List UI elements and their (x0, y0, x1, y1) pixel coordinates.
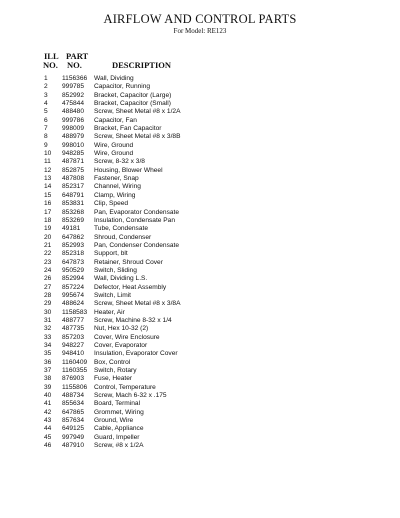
page-title: AIRFLOW AND CONTROL PARTS (103, 12, 297, 26)
part-description: Defector, Heat Assembly (94, 283, 167, 291)
ill-number: 13 (44, 175, 52, 183)
ill-number: 6 (44, 116, 48, 124)
list-item (0, 117, 400, 125)
list-item (0, 242, 400, 250)
part-number: 998010 (62, 141, 85, 149)
part-description: Fuse, Heater (94, 375, 133, 383)
part-description: Wall, Dividing L.S. (94, 275, 148, 283)
part-number: 999785 (62, 83, 85, 91)
part-number: 852994 (62, 275, 85, 283)
ill-header-line1: ILL (44, 51, 59, 61)
list-item (0, 400, 400, 408)
ill-number: 16 (44, 200, 52, 208)
part-description: Guard, Impeller (94, 433, 140, 441)
part-description: Grommet, Wiring (94, 408, 144, 416)
part-description: Capacitor, Running (94, 83, 151, 91)
part-description: Ground, Wire (94, 417, 134, 425)
part-number: 487871 (62, 158, 85, 166)
ill-number: 15 (44, 191, 52, 199)
list-item (0, 192, 400, 200)
list-item (0, 409, 400, 417)
list-item (0, 300, 400, 308)
ill-number: 18 (44, 216, 52, 224)
ill-number: 42 (44, 408, 52, 416)
part-description: Bracket, Capacitor (Large) (94, 91, 172, 99)
ill-number: 9 (44, 141, 48, 149)
ill-number: 23 (44, 258, 52, 266)
list-item (0, 75, 400, 83)
list-item (0, 434, 400, 442)
ill-number: 19 (44, 225, 52, 233)
part-number: 855634 (62, 400, 85, 408)
ill-header-line2: NO. (43, 60, 58, 70)
part-description: Cover, Evaporator (94, 342, 148, 349)
part-number: 876903 (62, 375, 85, 383)
ill-number: 31 (44, 316, 52, 324)
ill-number: 30 (44, 308, 52, 316)
part-description: Clip, Speed (94, 200, 129, 208)
list-item (0, 309, 400, 317)
list-item (0, 259, 400, 267)
ill-number: 8 (44, 133, 48, 141)
part-number: 995674 (62, 291, 85, 299)
part-number: 853831 (62, 200, 85, 208)
list-item (0, 133, 400, 141)
list-item (0, 367, 400, 375)
part-number: 948227 (62, 342, 85, 349)
ill-number: 39 (44, 383, 52, 391)
description-header: DESCRIPTION (112, 60, 172, 70)
part-number: 488480 (62, 108, 85, 116)
part-description: Switch, Limit (94, 291, 132, 299)
ill-number: 28 (44, 291, 52, 299)
part-description: Screw, Sheet Metal #8 x 3/8A (94, 300, 181, 308)
ill-number: 12 (44, 166, 52, 174)
list-item (0, 342, 400, 350)
part-number: 852992 (62, 91, 85, 99)
ill-number: 26 (44, 275, 52, 283)
ill-number: 29 (44, 300, 52, 308)
ill-number: 33 (44, 333, 52, 341)
ill-number: 44 (44, 425, 52, 433)
part-description: Wire, Ground (94, 141, 134, 149)
ill-number: 46 (44, 442, 52, 450)
ill-number: 1 (44, 75, 48, 82)
part-description: Pan, Condenser Condensate (94, 241, 180, 249)
part-number: 948285 (62, 150, 85, 158)
list-item (0, 183, 400, 191)
part-number: 647862 (62, 233, 85, 241)
part-description: Board, Terminal (94, 400, 141, 408)
part-description: Shroud, Condenser (94, 233, 152, 241)
ill-number: 2 (44, 83, 48, 91)
ill-number: 11 (44, 158, 51, 166)
part-number: 487808 (62, 175, 85, 183)
part-number: 853269 (62, 216, 85, 224)
parts-list (0, 75, 400, 450)
ill-number: 22 (44, 250, 52, 258)
list-item (0, 334, 400, 342)
part-number: 857224 (62, 283, 85, 291)
part-number: 488979 (62, 133, 85, 141)
list-item (0, 200, 400, 208)
part-description: Support, blt (94, 250, 128, 258)
part-number: 999786 (62, 116, 85, 124)
list-item (0, 317, 400, 325)
part-number: 49181 (62, 225, 81, 233)
part-description: Switch, Rotary (94, 367, 137, 375)
list-item (0, 359, 400, 367)
part-description: Control, Temperature (94, 383, 156, 391)
ill-number: 27 (44, 283, 52, 291)
ill-number: 4 (44, 100, 48, 108)
part-number: 852993 (62, 241, 85, 249)
list-item (0, 92, 400, 100)
ill-number: 7 (44, 125, 48, 133)
part-header-line1: PART (66, 51, 89, 61)
ill-number: 32 (44, 325, 52, 333)
part-number: 948410 (62, 350, 85, 358)
part-description: Pan, Evaporator Condensate (94, 208, 180, 216)
part-number: 853268 (62, 208, 85, 216)
part-number: 950529 (62, 266, 85, 274)
part-number: 997949 (62, 433, 85, 441)
ill-number: 37 (44, 367, 52, 375)
part-description: Clamp, Wiring (94, 191, 136, 199)
list-item (0, 384, 400, 392)
part-number: 488624 (62, 300, 85, 308)
list-item (0, 325, 400, 333)
part-number: 647873 (62, 258, 85, 266)
part-number: 649125 (62, 425, 85, 433)
part-number: 852317 (62, 183, 85, 191)
part-description: Fastener, Snap (94, 175, 139, 183)
part-number: 852318 (62, 250, 85, 258)
list-item (0, 142, 400, 150)
ill-number: 45 (44, 433, 52, 441)
part-number: 487910 (62, 442, 85, 450)
ill-number: 36 (44, 358, 52, 366)
part-header-line2: NO. (67, 60, 82, 70)
list-item (0, 284, 400, 292)
part-description: Box, Control (94, 358, 131, 366)
part-description: Tube, Condensate (94, 225, 149, 233)
part-description: Screw, Sheet Metal #8 x 1/2A (94, 108, 181, 116)
list-item (0, 108, 400, 116)
part-number: 1160355 (62, 367, 88, 375)
part-description: Cover, Wire Enclosure (94, 333, 160, 341)
part-number: 647865 (62, 408, 85, 416)
ill-number: 43 (44, 417, 52, 425)
part-description: Retainer, Shroud Cover (94, 258, 163, 266)
part-description: Screw, Sheet Metal #8 x 3/8B (94, 133, 181, 141)
part-number: 857203 (62, 333, 85, 341)
list-item (0, 100, 400, 108)
part-description: Channel, Wiring (94, 183, 141, 191)
part-number: 1156366 (62, 75, 88, 82)
part-description: Switch, Sliding (94, 266, 137, 274)
list-item (0, 209, 400, 217)
list-item (0, 375, 400, 383)
list-item (0, 442, 400, 450)
ill-number: 24 (44, 266, 52, 274)
part-description: Insulation, Evaporator Cover (94, 350, 178, 358)
ill-number: 14 (44, 183, 52, 191)
part-number: 1158583 (62, 308, 88, 316)
ill-number: 38 (44, 375, 52, 383)
ill-number: 41 (44, 400, 52, 408)
part-number: 475844 (62, 100, 85, 108)
list-item (0, 275, 400, 283)
ill-number: 17 (44, 208, 52, 216)
ill-number: 20 (44, 233, 52, 241)
part-number: 857634 (62, 417, 85, 425)
list-item (0, 250, 400, 258)
ill-number: 5 (44, 108, 48, 116)
list-item (0, 125, 400, 133)
list-item (0, 158, 400, 166)
part-description: Bracket, Fan Capacitor (94, 125, 162, 133)
part-description: Screw, #8 x 1/2A (94, 442, 144, 450)
part-description: Screw, Mach 6-32 x .175 (94, 392, 167, 400)
part-number: 648791 (62, 191, 85, 199)
part-description: Nut, Hex 10-32 (2) (94, 325, 149, 333)
part-description: Bracket, Capacitor (Small) (94, 100, 171, 108)
list-item (0, 267, 400, 275)
part-number: 487735 (62, 325, 85, 333)
list-item (0, 350, 400, 358)
part-number: 488777 (62, 316, 85, 324)
ill-number: 10 (44, 150, 52, 158)
list-item (0, 392, 400, 400)
part-number: 1160409 (62, 358, 88, 366)
list-item (0, 83, 400, 91)
part-number: 1155806 (62, 383, 88, 391)
part-description: Wall, Dividing (94, 75, 134, 82)
list-item (0, 234, 400, 242)
list-item (0, 425, 400, 433)
part-description: Capacitor, Fan (94, 116, 137, 124)
list-item (0, 292, 400, 300)
part-number: 998009 (62, 125, 85, 133)
part-description: Screw, 8-32 x 3/8 (94, 158, 145, 166)
part-description: Insulation, Condensate Pan (94, 216, 176, 224)
part-description: Wire, Ground (94, 150, 134, 158)
part-description: Heater, Air (94, 308, 125, 316)
list-item (0, 217, 400, 225)
part-description: Screw, Machine 8-32 x 1/4 (94, 316, 172, 324)
ill-number: 35 (44, 350, 52, 358)
ill-number: 34 (44, 342, 52, 349)
ill-number: 21 (44, 241, 52, 249)
part-number: 852875 (62, 166, 85, 174)
part-description: Cable, Appliance (94, 425, 144, 433)
ill-number: 3 (44, 91, 48, 99)
ill-number: 40 (44, 392, 52, 400)
part-number: 488734 (62, 392, 85, 400)
part-description: Housing, Blower Wheel (94, 166, 163, 174)
model-subtitle: For Model: RE123 (173, 27, 227, 35)
list-item (0, 175, 400, 183)
list-item (0, 150, 400, 158)
list-item (0, 417, 400, 425)
list-item (0, 225, 400, 233)
list-item (0, 167, 400, 175)
